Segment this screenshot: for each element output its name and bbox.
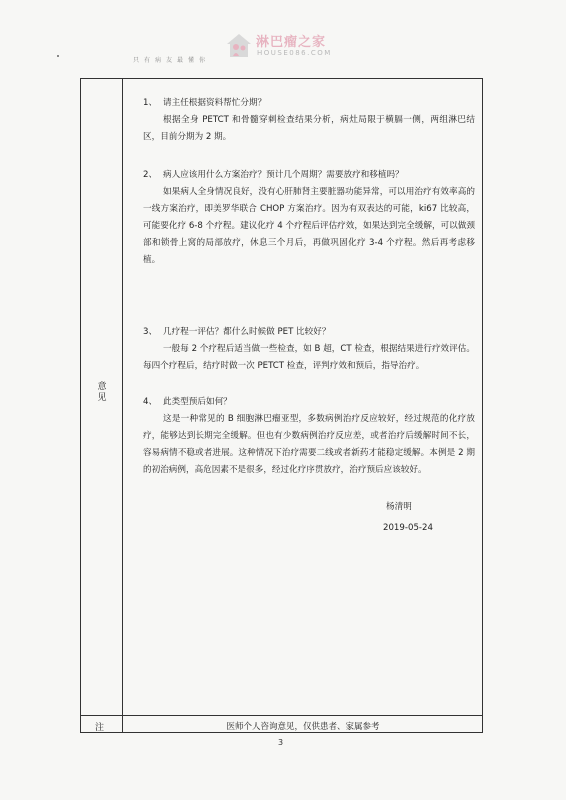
opinion-table: [80, 78, 483, 733]
opinion-label: 意见: [97, 382, 107, 403]
scan-speck: [57, 55, 59, 57]
question-text: 病人应该用什么方案治疗？预计几个周期？需要放疗和移植吗？: [163, 170, 404, 180]
doctor-signature-name: 杨清明: [386, 502, 412, 512]
question-number: 2、: [143, 170, 158, 180]
question-text: 此类型预后如何？: [163, 397, 232, 407]
question-number: 4、: [143, 397, 158, 407]
page-number: 3: [278, 738, 284, 747]
question-number: 3、: [143, 327, 158, 337]
answer-text: 根据全身 PETCT 和骨髓穿刺检查结果分析，病灶局限于横膈一侧，两组淋巴结区，目前分期为 2 期。: [143, 115, 475, 142]
question-number: 1、: [143, 98, 158, 108]
note-text: 医师个人咨询意见，仅供患者、家属参考: [226, 722, 380, 732]
logo-url: HOUSE086.COM: [257, 49, 332, 57]
signature-date: 2019-05-24: [383, 523, 433, 533]
logo-slogan: 只有病友最懂你: [133, 57, 211, 64]
logo-title: 淋巴瘤之家: [256, 35, 327, 50]
answer-text: 如果病人全身情况良好，没有心肝肺肾主要脏器功能异常，可以用治疗有效率高的一线方案治疗，即美罗华联合 CHOP 方案治疗。因为有双表达的可能，ki67 比较高，可能要化疗 6-8 个疗程。建议化疗 4 个疗程后评估疗效，如果达到完全缓解，可以做颈部和锁骨上窝的局部放疗，休息三个月后，再做巩固化疗 3-4 个疗程。然后再考虑移植。: [143, 187, 475, 265]
house-logo-icon: [224, 30, 254, 60]
site-logo: [224, 28, 374, 70]
answer-text: 一般每 2 个疗程后适当做一些检查，如 B 超，CT 检查，根据结果进行疗效评估。每四个疗程后，结疗时做一次 PETCT 检查，评判疗效和预后，指导治疗。: [143, 344, 475, 371]
table-row-divider: [81, 715, 482, 716]
answer-text: 这是一种常见的 B 细胞淋巴瘤亚型，多数病例治疗反应较好，经过规范的化疗放疗，能够达到长期完全缓解。但也有少数病例治疗反应差，或者治疗后缓解时间不长，容易病情不稳或者进展。这种情况下治疗需要二线或者新药才能稳定缓解。本例是 2 期的初治病例，高危因素不是很多，经过化疗序贯放疗，治疗预后应该较好。: [143, 414, 475, 475]
table-column-divider: [122, 79, 123, 732]
question-text: 请主任根据资料帮忙分期？: [163, 98, 267, 108]
question-text: 几疗程一评估？都什么时候做 PET 比较好？: [163, 327, 331, 337]
note-label: 注: [95, 723, 105, 733]
